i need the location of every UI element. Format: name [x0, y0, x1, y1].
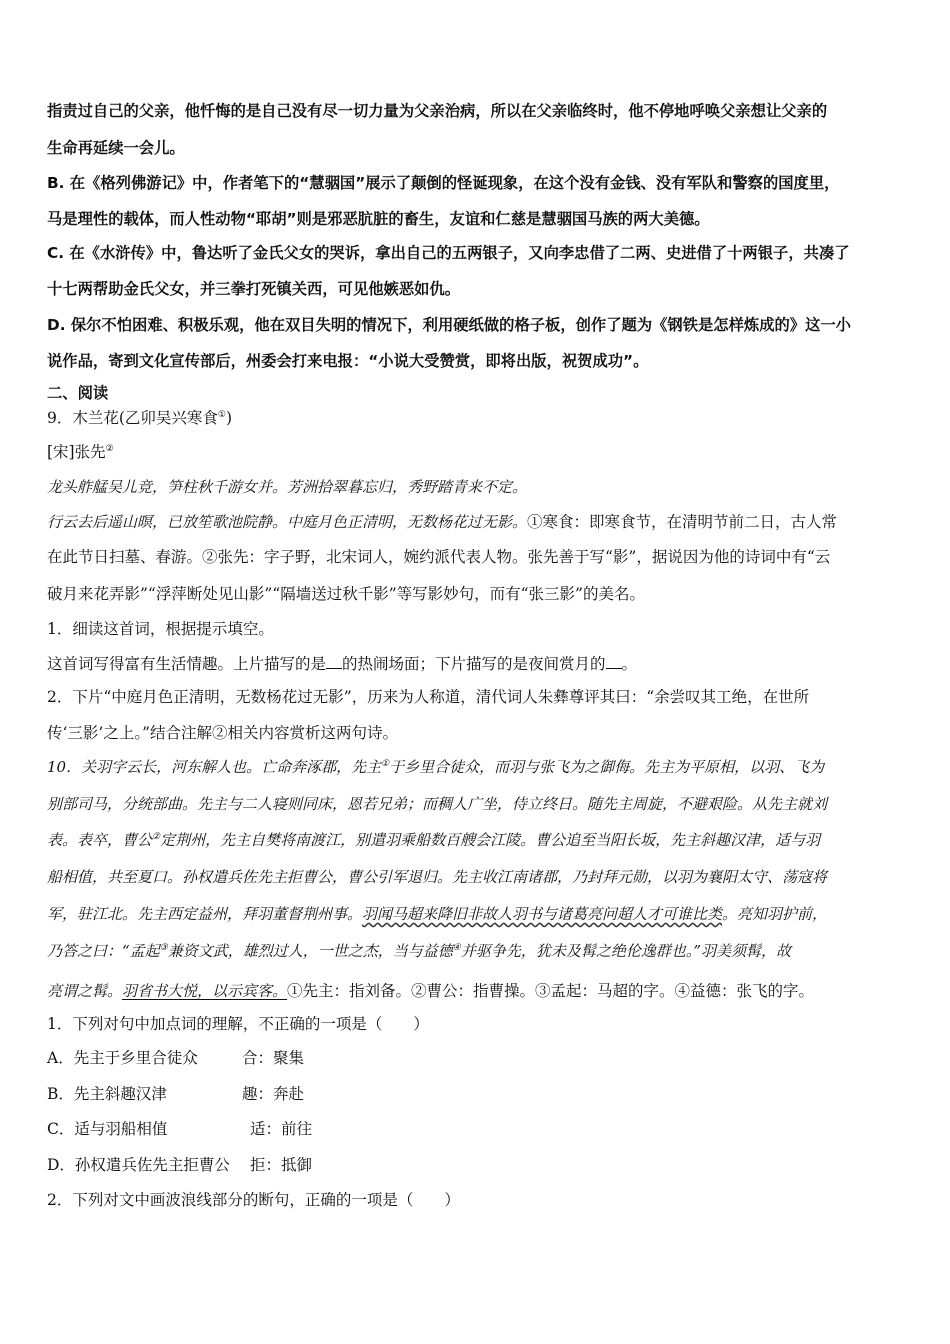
q10-passage-line5: 军，驻江北。先主西定益州，拜羽董督荆州事。羽闻马超来降旧非故人羽书与诸葛亮问超人才可谁比类。亮知羽护前，: [47, 905, 828, 923]
blank-2[interactable]: [606, 656, 622, 669]
section-heading-reading: 二、阅读: [47, 384, 109, 402]
q10-option-a[interactable]: A．先主于乡里合徒众 合：聚集: [47, 1049, 305, 1067]
q8-option-b-line2: 马是理性的载体，而人性动物“耶胡”则是邪恶肮脏的畜生，友谊和仁慈是慧骃国马族的两大美德。: [47, 210, 710, 228]
q8-option-c-line2: 十七两帮助金氏父女，并三拳打死镇关西，可见他嫉恶如仇。: [47, 280, 461, 298]
q9-poem-line1: 龙头舴艋吴儿竞，笋柱秋千游女并。芳洲拾翠暮忘归，秀野踏青来不定。: [47, 478, 528, 496]
wavy-underlined-sentence: 羽闻马超来降旧非故人羽书与诸葛亮问超人才可谁比类: [362, 905, 723, 923]
q9-title: 9．木兰花(乙卯吴兴寒食①): [47, 409, 233, 427]
q8-option-a-line2: 生命再延续一会儿。: [47, 139, 185, 157]
q10-passage-line6: 乃答之曰：“孟起③兼资文武，雄烈过人，一世之杰，当与益德④并驱争先，犹未及髯之绝伦逸群也。”羽美须髯，故: [47, 942, 792, 960]
blank-1[interactable]: [326, 656, 342, 669]
q8-option-b-line1: B. 在《格列佛游记》中，作者笔下的“慧骃国”展示了颠倒的怪诞现象，在这个没有金钱、没有军队和警察的国度里，: [47, 174, 840, 192]
q10-passage-line4: 船相值，共至夏口。孙权遣兵佐先主拒曹公，曹公引军退归。先主收江南诸郡，乃封拜元勋，以羽为襄阳太守、荡寇将: [47, 868, 828, 886]
q8-option-c-line1: C. 在《水浒传》中，鲁达听了金氏父女的哭诉，拿出自己的五两银子，又向李忠借了二两、史进借了十两银子，共凑了: [47, 244, 850, 262]
q9-author: [宋]张先②: [47, 443, 114, 461]
q10-option-c[interactable]: C．适与羽船相值 适：前往: [47, 1120, 313, 1138]
q9-sub1-title: 1．细读这首词，根据提示填空。: [47, 620, 274, 638]
q10-sub1-title: 1．下列对句中加点词的理解，不正确的一项是（ ）: [47, 1015, 429, 1033]
q9-sub1-fill-blank: 这首词写得富有生活情趣。上片描写的是 的热闹场面；下片描写的是夜间赏月的 。: [47, 655, 638, 673]
q9-note-line2: 在此节日扫墓、春游。②张先：字子野，北宋词人，婉约派代表人物。张先善于写“影”，据说因为他的诗词中有“云: [47, 548, 831, 566]
q10-passage-line3: 表。表卒，曹公②定荆州，先主自樊将南渡江，别遣羽乘船数百艘会江陵。曹公追至当阳长坂，先主斜趣汉津，适与羽: [47, 831, 821, 849]
q8-option-d-line1: D. 保尔不怕困难、积极乐观，他在双目失明的情况下，利用硬纸做的格子板，创作了题为《钢铁是怎样炼成的》这一小: [47, 316, 851, 334]
q10-passage-line7: 亮谓之髯。羽省书大悦，以示宾客。①先主：指刘备。②曹公：指曹操。③孟起：马超的字。④益德：张飞的字。: [47, 982, 815, 1000]
q9-poem-line2-with-note: 行云去后遥山暝，已放笙歌池院静。中庭月色正清明，无数杨花过无影。①寒食：即寒食节，在清明节前二日，古人常: [47, 513, 838, 531]
q9-note-line3: 破月来花弄影”“浮萍断处见山影”“隔墙送过秋千影”等写影妙句，而有“张三影”的美名。: [47, 585, 645, 603]
q8-option-d-line2: 说作品，寄到文化宣传部后，州委会打来电报：“小说大受赞赏，即将出版，祝贺成功”。: [47, 352, 649, 370]
q10-option-d[interactable]: D．孙权遣兵佐先主拒曹公 拒：抵御: [47, 1156, 313, 1174]
q8-option-a-line1: 指责过自己的父亲，他忏悔的是自己没有尽一切力量为父亲治病，所以在父亲临终时，他不停地呼唤父亲想让父亲的: [47, 102, 828, 120]
q9-sub2-line1: 2．下片“中庭月色正清明，无数杨花过无影”，历来为人称道，清代词人朱彝尊评其曰：“余尝叹其工绝，在世所: [47, 688, 810, 706]
q10-sub2-title: 2．下列对文中画波浪线部分的断句，正确的一项是（ ）: [47, 1191, 460, 1209]
q10-option-b[interactable]: B．先主斜趣汉津 趣：奔赴: [47, 1085, 305, 1103]
q10-passage-line1: 10．关羽字云长，河东解人也。亡命奔涿郡，先主①于乡里合徒众，而羽与张飞为之御侮。先主为平原相，以羽、飞为: [47, 758, 825, 776]
q10-passage-line2: 别部司马，分统部曲。先主与二人寝则同床，恩若兄弟；而稠人广坐，侍立终日。随先主周旋，不避艰险。从先主就刘: [47, 795, 828, 813]
underlined-sentence: 羽省书大悦，以示宾客。: [122, 982, 288, 1000]
q9-sub2-line2: 传‘三影’之上。”结合注解②相关内容赏析这两句诗。: [47, 724, 399, 742]
